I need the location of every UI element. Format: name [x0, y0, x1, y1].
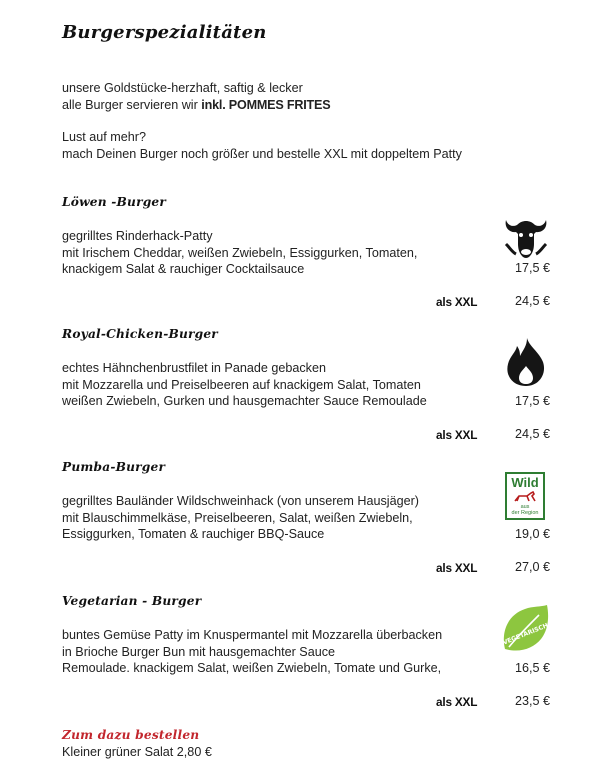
xxl-price: 23,5 €: [514, 694, 550, 708]
description-line: mit Irischem Cheddar, weißen Zwiebeln, Essiggurken, Tomaten,: [62, 245, 418, 260]
extras-item: Kleiner grüner Salat 2,80 €: [62, 745, 212, 759]
intro-line-prefix: alle Burger servieren wir: [62, 97, 202, 112]
xxl-price: 27,0 €: [514, 560, 550, 574]
extras-heading: Zum dazu bestellen: [62, 728, 200, 742]
description-line: knackigem Salat & rauchiger Cocktailsauce: [62, 262, 305, 276]
price: 17,5 €: [514, 261, 550, 275]
bull-head-icon: [502, 214, 550, 260]
xxl-label: als XXL: [436, 428, 478, 442]
description-line: weißen Zwiebeln, Gurken und hausgemachter Sauce Remoulade: [62, 394, 427, 408]
price: 19,0 €: [514, 527, 550, 541]
description-line: echtes Hähnchenbrustfilet in Panade gebacken: [62, 361, 326, 375]
pommes-highlight: inkl. POMMES FRITES: [201, 97, 331, 112]
price: 16,5 €: [514, 661, 550, 675]
intro-question: Lust auf mehr?: [62, 130, 147, 144]
xxl-label: als XXL: [436, 695, 478, 709]
burger-name: Löwen -Burger: [62, 195, 166, 209]
vegetarian-leaf-icon: [499, 603, 551, 655]
burger-description: [62, 627, 442, 677]
burger-description: [62, 228, 417, 278]
description-line: Essiggurken, Tomaten & rauchiger BBQ-Sauce: [62, 527, 325, 541]
description-line: in Brioche Burger Bun mit hausgemachter Sauce: [62, 644, 336, 659]
xxl-price: 24,5 €: [514, 427, 550, 441]
burger-description: [62, 493, 419, 543]
flame-icon: [505, 336, 547, 388]
wild-badge-sub2: der Region: [511, 510, 539, 516]
burger-name: Pumba-Burger: [62, 460, 166, 474]
xxl-label: als XXL: [436, 561, 478, 575]
description-line: Remoulade. knackigem Salat, weißen Zwiebeln, Tomate und Gurke,: [62, 661, 442, 675]
price: 17,5 €: [514, 394, 550, 408]
xxl-price: 24,5 €: [514, 294, 550, 308]
burger-name: Royal-Chicken-Burger: [62, 327, 218, 341]
wild-badge-sub1: aus: [520, 504, 530, 510]
intro-block-2: [62, 129, 462, 162]
wild-badge-title: Wild: [511, 475, 539, 490]
intro-xxl-note: mach Deinen Burger noch größer und bestelle XXL mit doppeltem Patty: [62, 146, 462, 161]
burger-name: Vegetarian - Burger: [62, 594, 202, 608]
vegetarian-badge-text: VEGETARISCH: [501, 622, 550, 647]
intro-line: unsere Goldstücke-herzhaft, saftig & lecker: [62, 81, 303, 95]
description-line: gegrilltes Rinderhack-Patty: [62, 229, 213, 243]
wild-badge-subtitle: [507, 504, 543, 516]
page-title: Burgerspezialitäten: [62, 22, 267, 43]
description-line: mit Mozzarella und Preiselbeeren auf knackigem Salat, Tomaten: [62, 377, 421, 392]
xxl-label: als XXL: [436, 295, 478, 309]
description-line: mit Blauschimmelkäse, Preiselbeeren, Salat, weißen Zwiebeln,: [62, 510, 413, 525]
description-line: buntes Gemüse Patty im Knuspermantel mit Mozzarella überbacken: [62, 628, 443, 642]
intro-line-pommes: [62, 97, 330, 114]
intro-block-1: [62, 80, 330, 113]
description-line: gegrilltes Bauländer Wildschweinhack (von unserem Hausjäger): [62, 494, 419, 508]
wild-aus-der-region-icon: [505, 472, 545, 520]
burger-description: [62, 360, 427, 410]
